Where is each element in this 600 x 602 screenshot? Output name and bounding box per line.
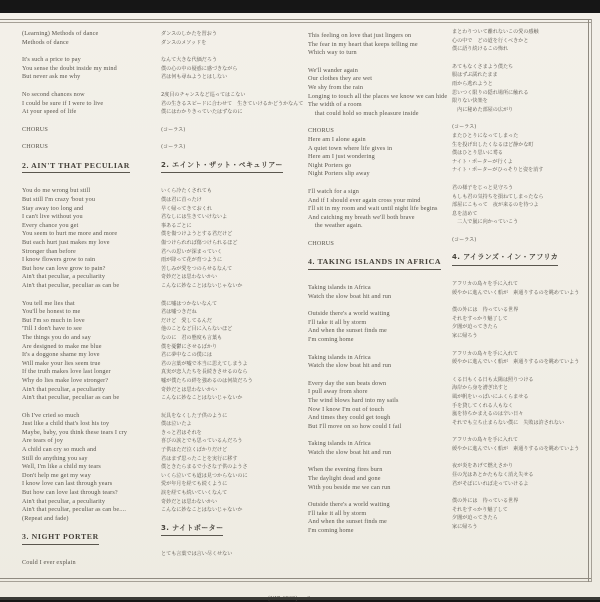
- lyric-line: But never ask me why: [22, 73, 81, 81]
- song-title-heading: 4. TAKING ISLANDS IN AFRICA: [308, 257, 441, 270]
- lyric-line: Ain't that peculiar, peculiar as can be: [22, 394, 120, 402]
- lyric-line: 苦しみが愛をつのらせるなんて: [161, 265, 233, 272]
- song-title-heading: 2. AIN'T THAT PECULIAR: [22, 161, 130, 174]
- lyric-line: The daylight dead and gone: [308, 475, 381, 483]
- lyric-line: こんなに妙なことはないじゃないか: [161, 395, 243, 402]
- lyric-line: This feeling on love that just lingers on: [308, 32, 412, 39]
- lyric-line: 僕に語り続けるこの怖れ: [452, 46, 509, 53]
- lyric-line: ダンスのしかたを習おう: [161, 31, 217, 37]
- right-border-divider: [588, 19, 592, 582]
- song-title-heading: 4. アイランズ・イン・アフリカ: [452, 253, 558, 266]
- lyric-line: 夕闇が迫ってきたら: [452, 515, 498, 522]
- lyric-stanza: [308, 501, 458, 535]
- lyric-line: 子供はただ泣くばかりだけど: [161, 447, 228, 454]
- lyric-line: 早く帰ってきておくれ: [161, 205, 212, 212]
- lyric-line: I'll sit in my room and wait until night life begins: [308, 205, 438, 213]
- lyric-line: I'll take it all by storm: [308, 318, 367, 326]
- lyric-line: 奇妙だとは思わないかい: [161, 386, 218, 393]
- lyric-line: But each hurt just makes my love: [22, 239, 110, 246]
- lyric-line: 思いつく限りの隠れ場所に触れる: [452, 89, 529, 96]
- lyric-line: And times they could get tough: [308, 414, 391, 422]
- lyric-line: And if I should ever again cross your mind: [308, 196, 421, 204]
- lyric-line: Are designed to make me blue: [22, 342, 102, 350]
- lyric-line: (コーラス): [452, 124, 477, 131]
- lyric-line: (コーラス): [161, 126, 186, 133]
- lyric-line: I'll take it all by storm: [308, 509, 367, 517]
- lyric-line: あてもなくさまよう僕たち: [452, 63, 514, 70]
- lyric-line: You sense the doubt inside my mind: [22, 64, 117, 72]
- lyric-line: Watch the slow boat hit and run: [308, 448, 392, 456]
- lyric-line: Outside there's a world waiting: [308, 310, 390, 318]
- lyric-line: With you beside me we can run: [308, 483, 391, 491]
- lyric-line: 玩具をなくした子供のように: [161, 412, 228, 419]
- lyric-line: At your speed of life: [22, 108, 77, 116]
- lyric-line: 喜びの涙とでも思っているんだろう: [161, 438, 243, 445]
- lyric-line: 真実が恋人たちを長続きさせるのなら: [161, 369, 248, 376]
- lyric-line: You'll be honest to me: [22, 308, 81, 316]
- lyric-line: それをすっかり魅了して: [452, 315, 508, 322]
- lyric-line: CHORUS: [308, 127, 335, 135]
- lyric-stanza: [308, 310, 458, 344]
- lyric-line: (コーラス): [161, 144, 186, 151]
- lyric-stanza: [22, 412, 158, 524]
- lyric-stanza: [22, 559, 158, 568]
- lyric-stanza: [452, 462, 588, 488]
- lyric-stanza: [308, 440, 458, 457]
- lyric-line: 愛が年月を経ても続くように: [161, 481, 228, 488]
- lyric-line: (Learning) Methods of dance: [22, 30, 99, 37]
- lyric-line: 僕の外には 待っている世界: [452, 498, 519, 505]
- lyric-line: No second chances now: [22, 90, 85, 98]
- lyric-line: A quiet town where life gives in: [308, 144, 393, 152]
- lyric-line: 生を投げ出したくなるほど静かな町: [452, 141, 534, 148]
- lyric-line: Will make your lies seem true: [22, 359, 101, 367]
- lyric-line: Don't help me get my way: [22, 471, 91, 479]
- lyrics-column-english-right: [308, 32, 458, 545]
- lyric-line: 君に夢中なこの僕には: [161, 352, 212, 359]
- lyric-line: But still I'm crazy 'bout you: [22, 196, 96, 204]
- lyric-line: Ain't that peculiar, peculiar as can be: [22, 281, 120, 289]
- lyric-stanza: [452, 123, 588, 175]
- lyric-stanza: [452, 280, 588, 297]
- lyric-line: 昼の光はあとかたもなく消え失せる: [452, 472, 534, 479]
- lyric-stanza: [22, 56, 158, 82]
- lyric-line: the weather again.: [308, 222, 363, 230]
- lyric-line: Oh I've cried so much: [22, 411, 80, 419]
- lyric-line: 内に秘めた部屋の広がり: [452, 106, 514, 113]
- lyric-line: 僕にはわかりきっていたはずなのに: [161, 109, 243, 116]
- lyric-line: I'll watch for a sign: [308, 187, 360, 195]
- lyric-stanza: [452, 436, 588, 453]
- lyric-stanza: [452, 306, 588, 340]
- lyric-line: 他のことなど目に入らないほど: [161, 326, 233, 333]
- lyric-line: And catching my breath we'll both brave: [308, 213, 415, 221]
- lyric-line: 海岸から身を漕ぎ出すと: [452, 385, 509, 392]
- lyric-line: 僕はひとり思いに耉る: [452, 150, 503, 157]
- lyric-line: But I'm so much in love: [22, 316, 85, 324]
- lyric-line: いくら冷たくされても: [161, 188, 212, 195]
- lyric-line: CHORUS: [22, 143, 49, 151]
- lyric-stanza: [452, 63, 588, 115]
- lyric-line: Outside there's a world waiting: [308, 501, 390, 509]
- lyric-line: (コーラス): [452, 236, 477, 243]
- lyric-line: 君がそばにいれば走っていけるよ: [452, 480, 529, 487]
- lyric-line: Just like a child that's lost his toy: [22, 420, 110, 428]
- lyric-line: Night Porters slip away: [308, 170, 370, 178]
- lyric-line: 君の生きるスピードに合わせて 生きていけるかどうかなんて: [161, 100, 304, 107]
- lyric-line: 夜が炎をあげて燃えさかり: [452, 463, 514, 470]
- lyric-stanza: [161, 56, 306, 82]
- lyric-line: You seem to hurt me more and more: [22, 230, 118, 238]
- lyric-line: 君の様子をじっと見守ろう: [452, 184, 514, 191]
- lyric-stanza: [308, 466, 458, 492]
- lyric-line: くる日もくる日も太陽は照りつける: [452, 376, 534, 383]
- lyric-line: The things you do and say: [22, 333, 91, 341]
- lyric-stanza: [22, 143, 158, 152]
- lyric-line: 息を詰めて: [452, 210, 478, 217]
- lyric-stanza: [308, 380, 458, 432]
- lyric-line: 家に帰ろう: [452, 332, 478, 339]
- song-title-heading: 3. ナイトポーター: [161, 524, 223, 537]
- lyric-stanza: [452, 350, 588, 367]
- lyric-stanza: [452, 376, 588, 428]
- lyric-line: 限りない快楽を: [452, 98, 488, 105]
- lyric-line: 雨から逃れようと: [452, 80, 493, 87]
- lyric-line: You do me wrong but still: [22, 187, 91, 195]
- lyric-stanza: [22, 187, 158, 290]
- lyric-line: The width of a room: [308, 101, 362, 109]
- lyric-line: Here am I just wondering: [308, 153, 375, 161]
- lyric-line: 二人で嵐に向かっていこう: [452, 219, 519, 226]
- lyric-line: Ain't that peculiar, peculiar as can be....: [22, 506, 127, 514]
- lyric-stanza: [452, 184, 588, 227]
- lyric-line: 君は嘘つきだね: [161, 309, 197, 316]
- lyric-line: Methods of dance: [22, 38, 69, 46]
- lyric-line: 奇妙だとは思わないかい: [161, 274, 218, 281]
- lyric-line: Longing to touch all the places we know we can hide: [308, 92, 448, 100]
- lyric-line: Could I ever explain: [22, 558, 76, 566]
- lyric-stanza: [308, 284, 458, 301]
- lyric-line: Taking islands in Africa: [308, 283, 371, 291]
- lyric-line: Well, I'm like a child my tears: [22, 463, 101, 471]
- lyric-line: (Repeat and fade): [22, 514, 69, 522]
- lyric-line: I'm coming home: [308, 335, 354, 343]
- lyric-line: 嘘が僕たちの絆を強めるのは何故だろう: [161, 377, 253, 384]
- lyric-line: Why do lies make love stronger?: [22, 376, 109, 384]
- lyric-line: A child can cry so much and: [22, 446, 97, 454]
- lyric-stanza: [452, 497, 588, 531]
- lyric-line: Which way to turn: [308, 49, 357, 57]
- lyric-line: I know flowers grow to rain: [22, 256, 96, 264]
- lyric-line: If the truth makes love last longer: [22, 368, 111, 376]
- lyric-line: Still do anything you say: [22, 454, 88, 462]
- lyric-line: Night Porters go: [308, 161, 352, 169]
- lyric-line: 服はずぶ濡れたまま: [452, 72, 498, 79]
- lyric-stanza: [308, 354, 458, 371]
- lyric-stanza: [161, 126, 306, 135]
- lyrics-column-japanese-left: [161, 30, 306, 568]
- lyric-line: それをすっかり魅了して: [452, 506, 508, 513]
- lyrics-column-english-left: [22, 30, 158, 577]
- lyric-line: CHORUS: [22, 125, 49, 133]
- lyric-line: 僕の外には 待っている世界: [452, 307, 519, 314]
- lyric-line: いくら泣いても道は見つからないのに: [161, 472, 248, 479]
- lyric-line: アフリカの島々を手に入れて: [452, 350, 518, 357]
- lyric-line: 君の言葉が嘘で本当に思えてしまうよ: [161, 360, 248, 367]
- lyric-line: 僕の心の中の疑惑に感づきながら: [161, 65, 238, 72]
- lyric-line: You tell me lies that: [22, 299, 75, 307]
- lyric-stanza: [22, 30, 158, 47]
- lyric-line: 緩やかに進んでいく船が 素通りするのを眺めていよう: [452, 445, 580, 452]
- lyric-line: 涙を経ても続いていくなんて: [161, 490, 228, 497]
- lyric-line: It's a doggone shame my love: [22, 351, 100, 359]
- lyric-line: 2度目のチャンスなど巡ってはこない: [161, 91, 246, 98]
- lyric-line: Stronger than before: [22, 247, 76, 255]
- lyric-line: I know love can last through years: [22, 480, 113, 488]
- lyric-stanza: [161, 412, 306, 515]
- lyric-line: Ain't that peculiar, a peculiarity: [22, 273, 106, 281]
- lyric-line: 僕は泣いたよ: [161, 421, 192, 428]
- lyric-stanza: [308, 127, 458, 179]
- lyric-line: それでも立ち止まらない僕に 失敗は許されない: [452, 419, 565, 426]
- lyric-line: that could hold so much pleasure inside: [308, 109, 419, 117]
- lyric-line: 君への思いが深まっていく: [161, 248, 223, 255]
- lyric-line: 君はまず思ったことを実行に移す: [161, 455, 238, 462]
- lyric-line: 緩やかに進んでいく船が 素通りするのを眺めていよう: [452, 359, 580, 366]
- bottom-divider: [0, 578, 592, 582]
- lyric-line: Every chance you get: [22, 221, 79, 229]
- song-title-heading: 3. NIGHT PORTER: [22, 532, 99, 545]
- lyric-line: 部屋にこもって 夜が来るのを待つよ: [452, 202, 539, 209]
- lyric-stanza: [308, 67, 458, 119]
- lyric-line: It's such a price to pay: [22, 56, 81, 64]
- lyric-line: 手を貸してくれる人もなく: [452, 402, 514, 409]
- lyric-line: 僕ときたらまるで小さな子供のようさ: [161, 464, 248, 471]
- lyric-line: 'Till I don't have to see: [22, 325, 82, 333]
- lyric-sheet-page: [0, 13, 600, 597]
- lyric-line: 僕は君に首ったけ: [161, 197, 202, 204]
- lyric-stanza: [161, 91, 306, 117]
- lyric-line: Taking islands in Africa: [308, 440, 371, 448]
- lyric-line: But how can love last through tears?: [22, 489, 118, 497]
- lyric-line: 夕闇が迫ってきたら: [452, 324, 498, 331]
- lyric-line: だけど 愛してるんだ: [161, 317, 212, 324]
- lyric-line: 僕を憂鬱にさせるばかり: [161, 343, 218, 350]
- lyric-line: Here am I alone again: [308, 135, 366, 143]
- lyric-stanza: [308, 32, 458, 58]
- lyric-line: もしも君の気持ちを損ねてしまったなら: [452, 193, 544, 200]
- lyric-line: 緩やかに進んでいく船が 素通りするのを眺めていよう: [452, 289, 580, 296]
- lyric-stanza: [161, 30, 306, 47]
- lyric-line: I can't live without you: [22, 213, 83, 221]
- lyric-stanza: [161, 300, 306, 403]
- lyric-line: アフリカの島々を手に入れて: [452, 280, 518, 287]
- lyric-line: But I'll move on so how could I fail: [308, 422, 402, 430]
- lyric-line: Maybe, baby, you think these tears I cry: [22, 428, 128, 436]
- song-title-heading: 2. エイント・ザット・ペキュリアー: [161, 161, 283, 174]
- lyric-line: きっと君はそれを: [161, 429, 202, 436]
- lyric-line: I'm coming home: [308, 527, 354, 535]
- lyric-line: Every day the sun beats down: [308, 379, 387, 387]
- lyric-line: ナイト・ポーターがひっそりと姿を消す: [452, 167, 544, 174]
- lyric-line: I could be sure if I were to live: [22, 99, 104, 107]
- lyric-line: Ain't that peculiar, a peculiarity: [22, 385, 106, 393]
- lyric-line: こんなに妙なことはないじゃないか: [161, 282, 243, 289]
- lyric-line: Are tears of joy: [22, 437, 64, 445]
- lyric-line: まとわりついて離れないこの愛の感触: [452, 29, 539, 35]
- lyric-line: When the evening fires burn: [308, 466, 383, 474]
- lyric-stanza: [22, 126, 158, 135]
- lyric-line: なんて大きな代価だろう: [161, 57, 218, 64]
- lyric-line: Ain't that peculiar, a peculiarity: [22, 497, 106, 505]
- lyric-line: 君は何も尋ねようとはしない: [161, 74, 228, 81]
- lyric-line: And when the sunset finds me: [308, 518, 387, 526]
- lyrics-column-japanese-right: [452, 28, 588, 541]
- lyric-line: Watch the slow boat hit and run: [308, 292, 392, 300]
- lyric-line: 雨が降って花が育つように: [161, 257, 223, 264]
- lyric-line: Now I know I'm out of touch: [308, 405, 384, 413]
- lyric-line: Taking islands in Africa: [308, 353, 371, 361]
- lyric-line: 事あるごとに: [161, 222, 192, 229]
- lyric-line: こんなに妙なことはないじゃないか: [161, 507, 243, 514]
- lyric-line: The wind blows hard into my sails: [308, 396, 399, 404]
- lyric-line: ダンスのメソッドを: [161, 39, 207, 46]
- lyric-stanza: [452, 236, 588, 245]
- lyric-stanza: [308, 188, 458, 231]
- lyric-line: 風が帆をいっぱいにふくらませる: [452, 393, 529, 400]
- lyric-stanza: [161, 550, 306, 559]
- lyric-line: 心の中で どの道を行くべきかと: [452, 37, 529, 44]
- lyric-line: But how can love grow to pain?: [22, 264, 106, 272]
- lyric-line: We'll wander again: [308, 66, 359, 74]
- lyric-line: 奇妙だとは思わないかい: [161, 498, 218, 505]
- lyric-line: We shy from the rain: [308, 83, 364, 91]
- lyric-line: 傷つけられれば傷つけられるほど: [161, 240, 238, 246]
- lyric-line: And when the sunset finds me: [308, 327, 387, 335]
- lyric-line: I pull away from shore: [308, 388, 368, 396]
- lyric-line: とても言葉では言い尽くせない: [161, 551, 233, 558]
- lyric-stanza: [308, 240, 458, 249]
- lyric-line: 僕を傷つけようとする君だけど: [161, 231, 233, 238]
- lyric-line: 家に帰ろう: [452, 524, 478, 531]
- lyric-stanza: [22, 300, 158, 403]
- lyric-line: 僕に嘘はつかないなんて: [161, 300, 218, 307]
- lyric-line: CHORUS: [308, 239, 335, 247]
- lyric-line: なのに 君の態度も言葉も: [161, 334, 223, 341]
- top-divider: [0, 19, 592, 23]
- lyric-line: ナイト・ポーターが行くよ: [452, 158, 513, 165]
- lyric-stanza: [22, 91, 158, 117]
- lyric-stanza: [161, 143, 306, 152]
- lyric-line: Stay away too long and: [22, 204, 84, 212]
- lyric-line: 君なしには生きていけないよ: [161, 214, 228, 221]
- lyric-line: アフリカの島々を手に入れて: [452, 437, 518, 444]
- lyric-line: 嵐を待ちかまえるのは辛い日々: [452, 411, 524, 418]
- lyric-line: The fear in my heart that keeps telling me: [308, 40, 418, 48]
- lyric-stanza: [161, 187, 306, 290]
- lyric-line: またひとりになってしまった: [452, 132, 519, 139]
- lyric-line: Our clothes they are wet: [308, 75, 373, 83]
- lyric-line: Watch the slow boat hit and run: [308, 362, 392, 370]
- lyric-stanza: [452, 28, 588, 54]
